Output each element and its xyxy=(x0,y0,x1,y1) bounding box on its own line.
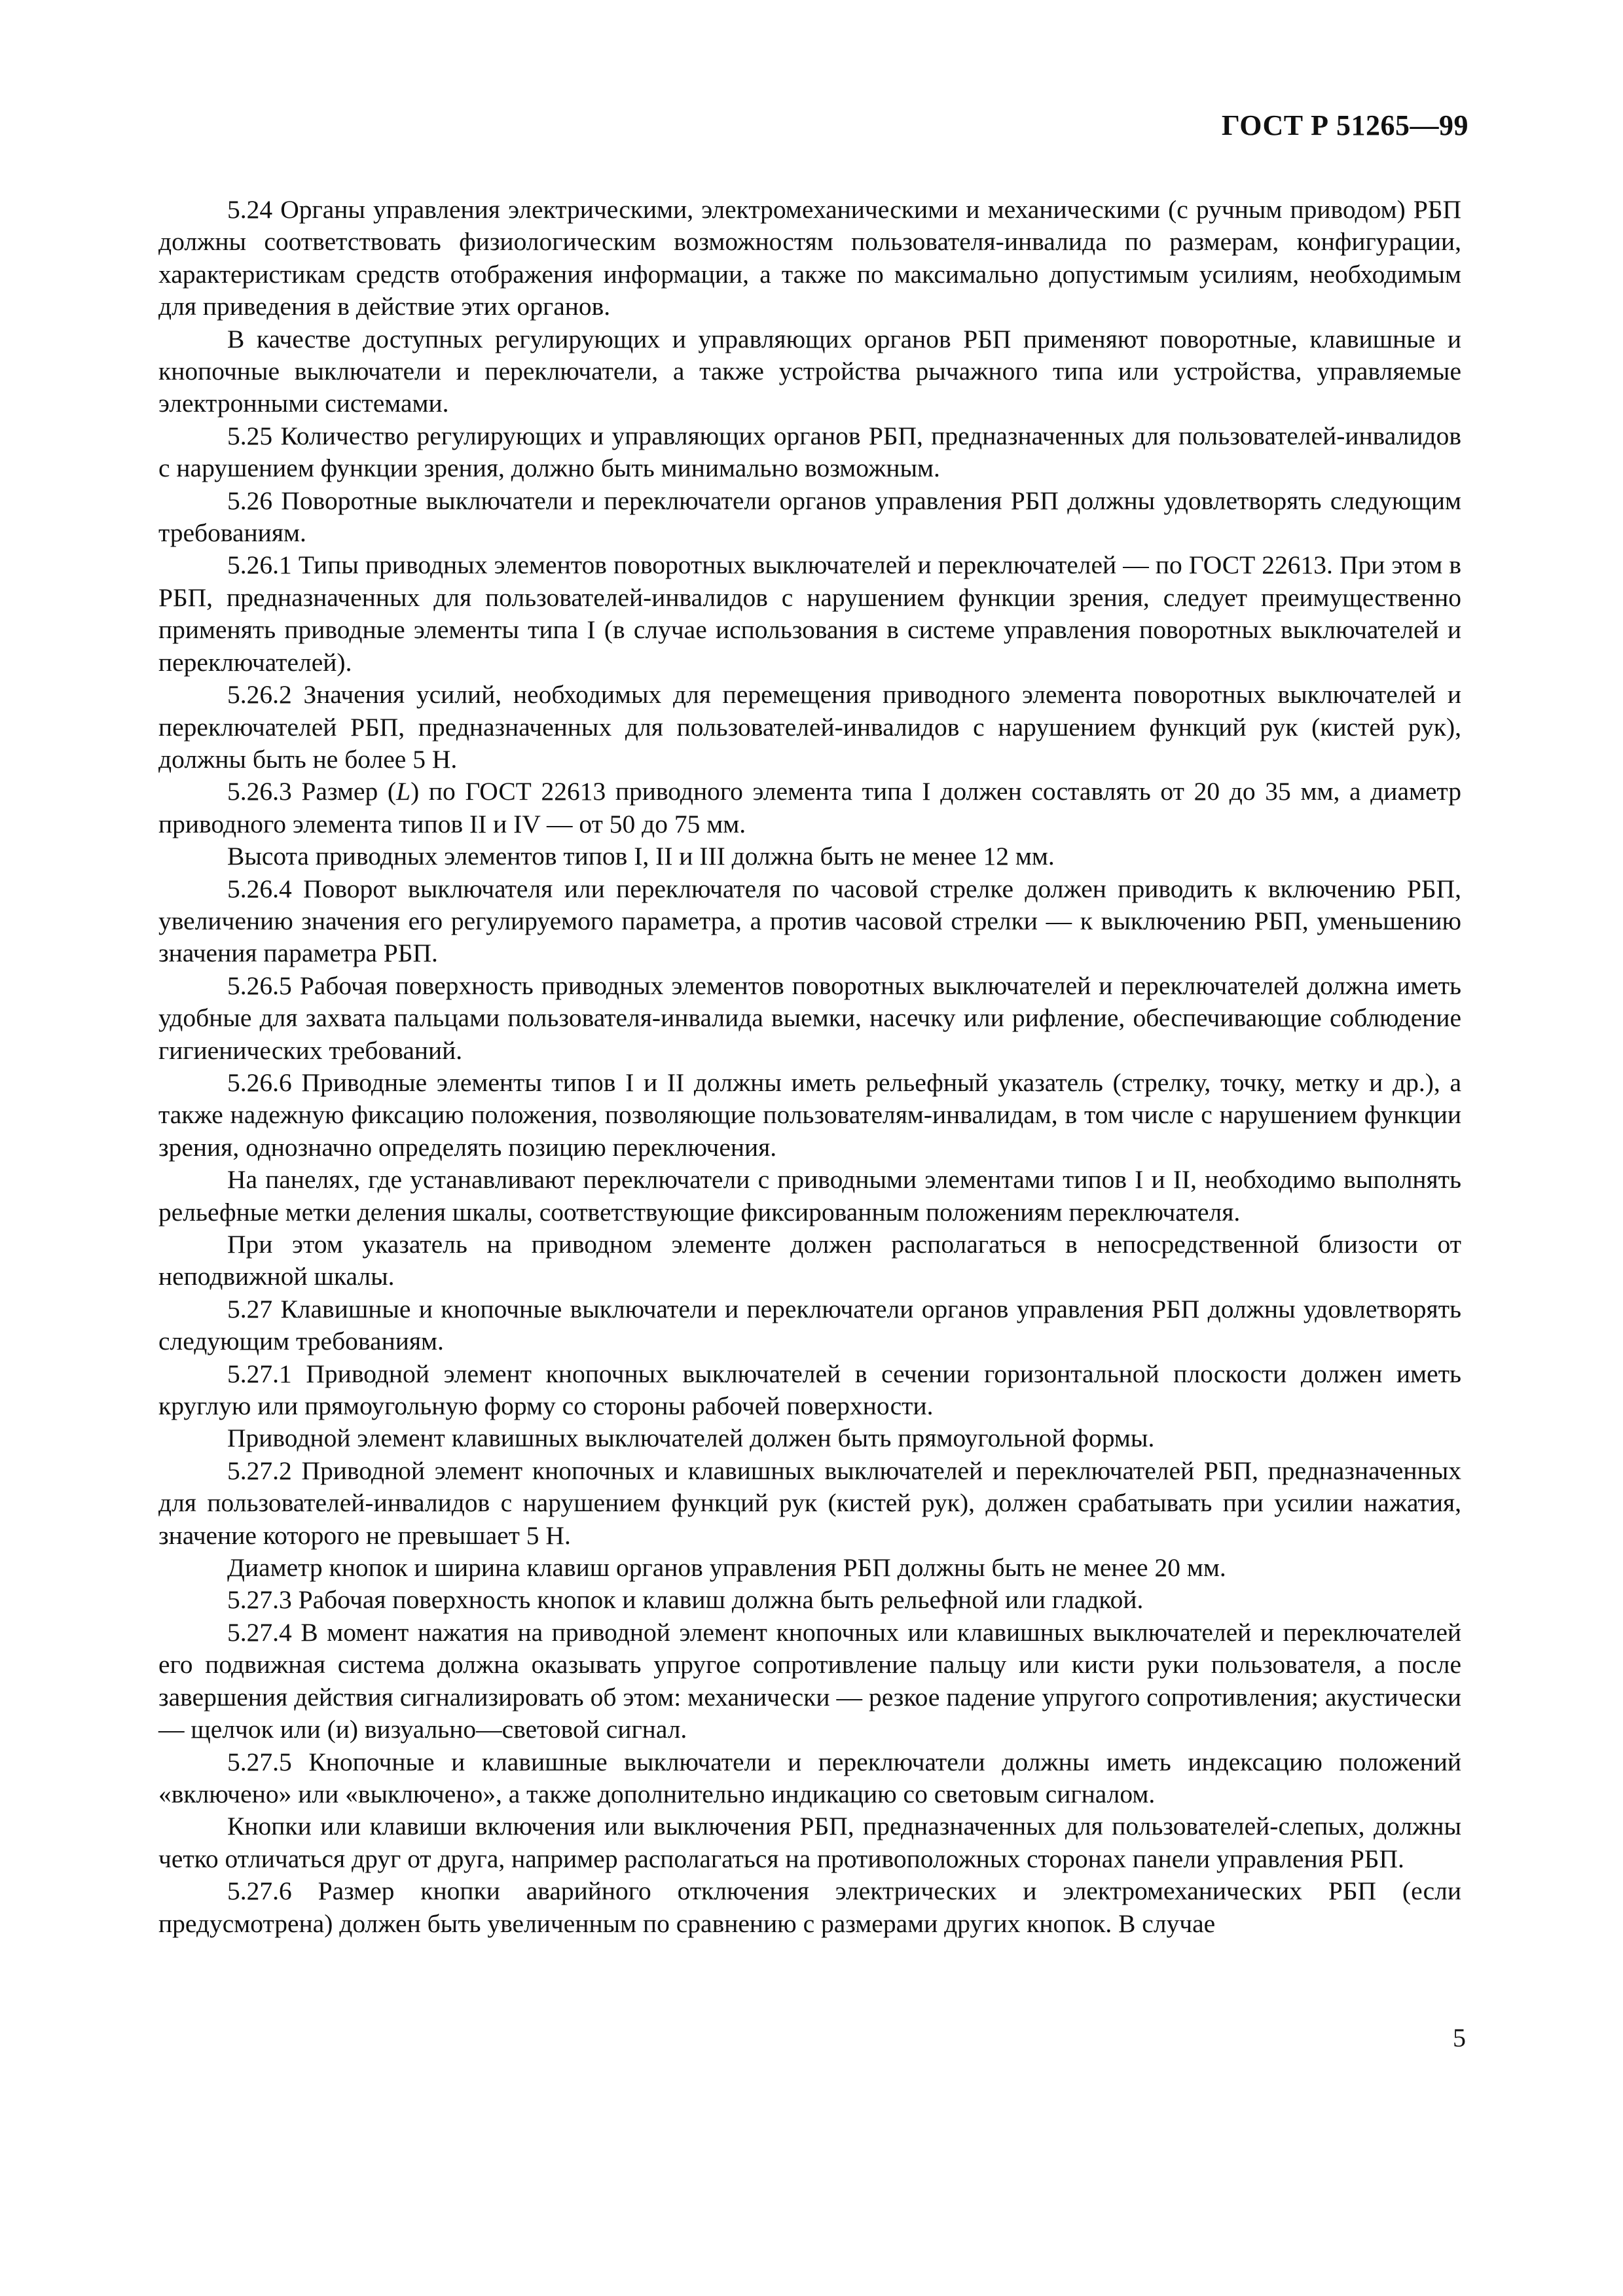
paragraph-5-26-3-start: 5.26.3 Размер ( xyxy=(227,777,397,806)
paragraph-controls-types: В качестве доступных регулирующих и управляющих органов РБП применяют поворотные, клавишные и кнопочные выключатели и переключатели, а также устройства рычажного типа или устройства, управляемые электронными системами. xyxy=(158,324,1461,418)
size-symbol-l: L xyxy=(396,777,411,806)
paragraph-5-26-1: 5.26.1 Типы приводных элементов поворотных выключателей и переключателей — по ГОСТ 22613. При этом в РБП, предназначенных для пользователей-инвалидов с нарушением функции зрения, следует преимущественно применять приводные элементы типа I (в случае использования в системе управления поворотных выключателей и переключателей). xyxy=(158,550,1461,677)
paragraph-key-shape: Приводной элемент клавишных выключателей должен быть прямоугольной формы. xyxy=(227,1424,1155,1453)
paragraph-5-27: 5.27 Клавишные и кнопочные выключатели и переключатели органов управления РБП должны удовлетворять следующим требованиям. xyxy=(158,1294,1461,1356)
paragraph-5-26-6: 5.26.6 Приводные элементы типов I и II должны иметь рельефный указатель (стрелку, точку, метку и др.), а также надежную фиксацию положения, позволяющие пользователям-инвалидам, в том числе с нарушением функции зрения, однозначно определять позицию переключения. xyxy=(158,1067,1461,1162)
paragraph-5-25: 5.25 Количество регулирующих и управляющих органов РБП, предназначенных для пользователей-инвалидов с нарушением функции зрения, должно быть минимально возможным. xyxy=(158,421,1461,483)
paragraph-5-26: 5.26 Поворотные выключатели и переключатели органов управления РБП должны удовлетворять следующим требованиям. xyxy=(158,486,1461,548)
document-body xyxy=(158,194,1461,1940)
paragraph-5-27-1: 5.27.1 Приводной элемент кнопочных выключателей в сечении горизонтальной плоскости должен иметь круглую или прямоугольную форму со стороны рабочей поверхности. xyxy=(158,1359,1461,1421)
paragraph-height-types: Высота приводных элементов типов I, II и III должна быть не менее 12 мм. xyxy=(227,842,1055,871)
paragraph-5-26-4: 5.26.4 Поворот выключателя или переключателя по часовой стрелке должен приводить к включению РБП, увеличению значения его регулируемого параметра, а против часовой стрелки — к выключению РБП, уменьшению значения параметра РБП. xyxy=(158,874,1461,968)
paragraph-5-26-2: 5.26.2 Значения усилий, необходимых для перемещения приводного элемента поворотных выключателей и переключателей РБП, предназначенных для пользователей-инвалидов с нарушением функций рук (кистей рук), должны быть не более 5 Н. xyxy=(158,680,1461,774)
paragraph-5-27-5: 5.27.5 Кнопочные и клавишные выключатели и переключатели должны иметь индексацию положений «включено» или «выключено», а также дополнительно индикацию со световым сигналом. xyxy=(158,1747,1461,1808)
paragraph-5-26-5: 5.26.5 Рабочая поверхность приводных элементов поворотных выключателей и переключателей должна иметь удобные для захвата пальцами пользователя-инвалида выемки, насечку или рифление, обеспечивающие соблюдение гигиенических требований. xyxy=(158,971,1461,1065)
paragraph-pointer-scale: При этом указатель на приводном элементе должен располагаться в непосредственной близости от неподвижной шкалы. xyxy=(158,1230,1461,1291)
paragraph-5-27-4: 5.27.4 В момент нажатия на приводной элемент кнопочных или клавишных выключателей и переключателей его подвижная система должна оказывать упругое сопротивление пальцу или кисти руки пользователя, а после завершения действия сигнализировать об этом: механически — резкое падение упругого сопротивления; акустически — щелчок или (и) визуально—световой сигнал. xyxy=(158,1617,1461,1744)
paragraph-5-26-3-end: ) по ГОСТ 22613 приводного элемента типа I должен составлять от 20 до 35 мм, а диаметр приводного элемента типов II и IV — от 50 до 75 мм. xyxy=(158,777,1461,838)
paragraph-5-26-3 xyxy=(158,776,1461,840)
paragraph-5-27-3: 5.27.3 Рабочая поверхность кнопок и клавиш должна быть рельефной или гладкой. xyxy=(227,1585,1144,1615)
paragraph-blind-users-buttons: Кнопки или клавиши включения или выключения РБП, предназначенных для пользователей-слепых, должны четко отличаться друг от друга, например располагаться на противоположных сторонах панели управления РБП. xyxy=(158,1812,1461,1873)
page-number: 5 xyxy=(1453,2023,1466,2053)
paragraph-5-24: 5.24 Органы управления электрическими, электромеханическими и механическими (с ручным приводом) РБП должны соответствовать физиологическим возможностям пользователя-инвалида по размерам, конфигурации, характеристикам средств отображения информации, а также по максимально допустимым усилиям, необходимым для приведения в действие этих органов. xyxy=(158,195,1461,321)
paragraph-button-diameter: Диаметр кнопок и ширина клавиш органов управления РБП должны быть не менее 20 мм. xyxy=(227,1553,1226,1583)
document-code-header: ГОСТ Р 51265—99 xyxy=(1221,109,1468,141)
paragraph-5-27-2: 5.27.2 Приводной элемент кнопочных и клавишных выключателей и переключателей РБП, предназначенных для пользователей-инвалидов с нарушением функций рук (кистей рук), должен срабатывать при усилии нажатия, значение которого не превышает 5 Н. xyxy=(158,1456,1461,1550)
paragraph-panels-marks: На панелях, где устанавливают переключатели с приводными элементами типов I и II, необходимо выполнять рельефные метки деления шкалы, соответствующие фиксированным положениям переключателя. xyxy=(158,1165,1461,1227)
paragraph-5-27-6: 5.27.6 Размер кнопки аварийного отключения электрических и электромеханических РБП (если предусмотрена) должен быть увеличенным по сравнению с размерами других кнопок. В случае xyxy=(158,1876,1461,1938)
